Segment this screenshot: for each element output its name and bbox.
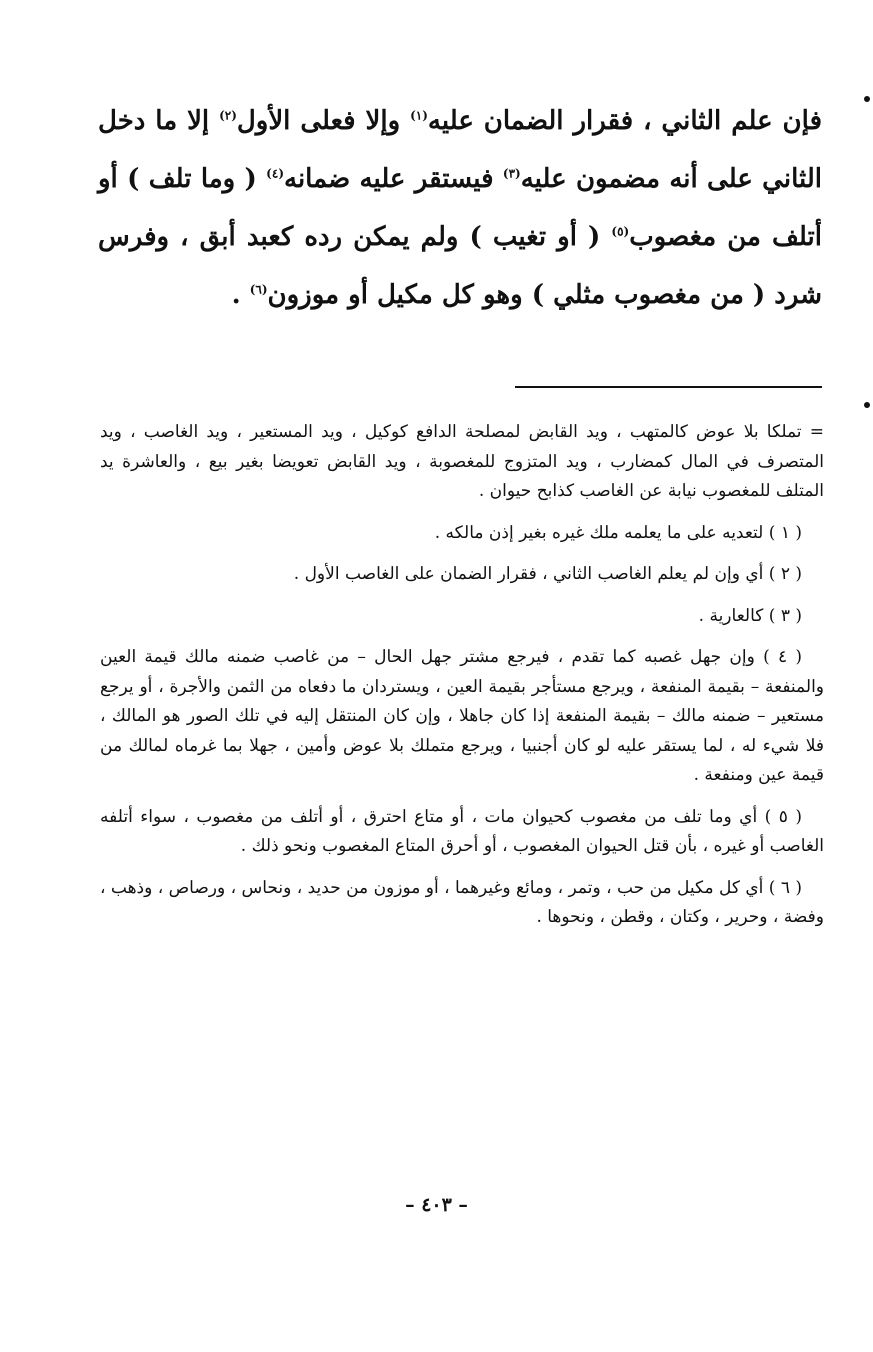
margin-mark [864,96,870,102]
footnote: ( ٤ ) وإن جهل غصبه كما تقدم ، فيرجع مشتر جهل الحال – من غاصب ضمنه مالك قيمة العين والمنفعة – بقيمة المنفعة ، ويرجع مستأجر بقيمة العين ، ويستردان ما دفعاه من الثمن والأجرة ، أو يرجع مستعير – ضمنه مالك – بقيمة المنفعة إذا كان جاهلا ، وإن كان المنتقل إليه في تلك الصور هو المالك ، فلا شيء له ، لما يستقر عليه لو كان أجنبيا ، ويرجع متملك بلا عوض وأمين ، جهلا بما غرماه لمالك من قيمة عين ومنفعة . [100,647,824,785]
footnote-ref: (١) [410,108,428,123]
footnote-number: ( ٥ ) [764,806,802,827]
footnote-ref: (٦) [249,282,268,297]
main-paragraph: فإن علم الثاني ، فقرار الضمان عليه$^{(١)}$ وإلا فعلى الأول$^{(٢)}$ إلا ما دخل الثاني على أنه مضمون عليه$^{(٣)}$ فيستقر عليه ضمانه$^{(٤)}$ ( وما تلف ) أو أتلف من مغصوب$^{(٥)}$ ( أو تغيب ) ولم يمكن رده كعبد أبق ، وفرس شرد ( من مغصوب مثلي ) وهو كل مكيل أو موزون$^{(٦)}$ . [98,106,823,310]
footnote-number: ( ٢ ) [768,564,802,584]
footnote-continuation: = تملكا بلا عوض كالمتهب ، ويد القابض لمصلحة الدافع كوكيل ، ويد المستعير ، ويد الغاصب ، ويد المتصرف في المال كمضارب ، ويد المتزوج للمغصوبة ، ويد القابض تعويضا بغير بيع ، والعاشرة يد المتلف للمغصوب نيابة عن الغاصب كذابح حيوان . [100,422,824,501]
footnote: ( ٦ ) أي كل مكيل من حب ، وتمر ، ومائع وغيرهما ، أو موزون من حديد ، ونحاس ، ورصاص ، وذهب ، وفضة ، وحرير ، وكتان ، وقطن ، ونحوها . [99,877,824,927]
footnote-divider [515,386,822,388]
footnote: ( ٥ ) أي وما تلف من مغصوب كحيوان مات ، أو متاع احترق ، أو أتلف من مغصوب ، سواء أتلفه الغاصب أو غيره ، بأن قتل الحيوان المغصوب ، أو أحرق المتاع المغصوب ونحو ذلك . [100,806,824,856]
page-number: – ٤٠٣ – [405,1194,468,1216]
footnote-ref: (٤) [266,166,284,181]
footnote-ref: (٢) [219,108,237,123]
footnote: ( ٣ ) كالعارية . [698,605,802,626]
margin-mark [864,402,870,408]
footnote-number: ( ٤ ) [763,647,802,667]
footnote: ( ١ ) لتعديه على ما يعلمه ملك غيره بغير إذن مالكه . [434,522,802,543]
footnote-ref: (٥) [611,224,630,239]
footnote-ref: (٣) [502,166,521,181]
main-text [98,92,822,324]
footnote-number: ( ١ ) [768,522,802,543]
footnotes [100,418,824,933]
footnote: ( ٢ ) أي وإن لم يعلم الغاصب الثاني ، فقرار الضمان على الغاصب الأول . [293,564,802,584]
footnote-number: ( ٣ ) [768,605,802,626]
footnote-number: ( ٦ ) [768,877,802,898]
